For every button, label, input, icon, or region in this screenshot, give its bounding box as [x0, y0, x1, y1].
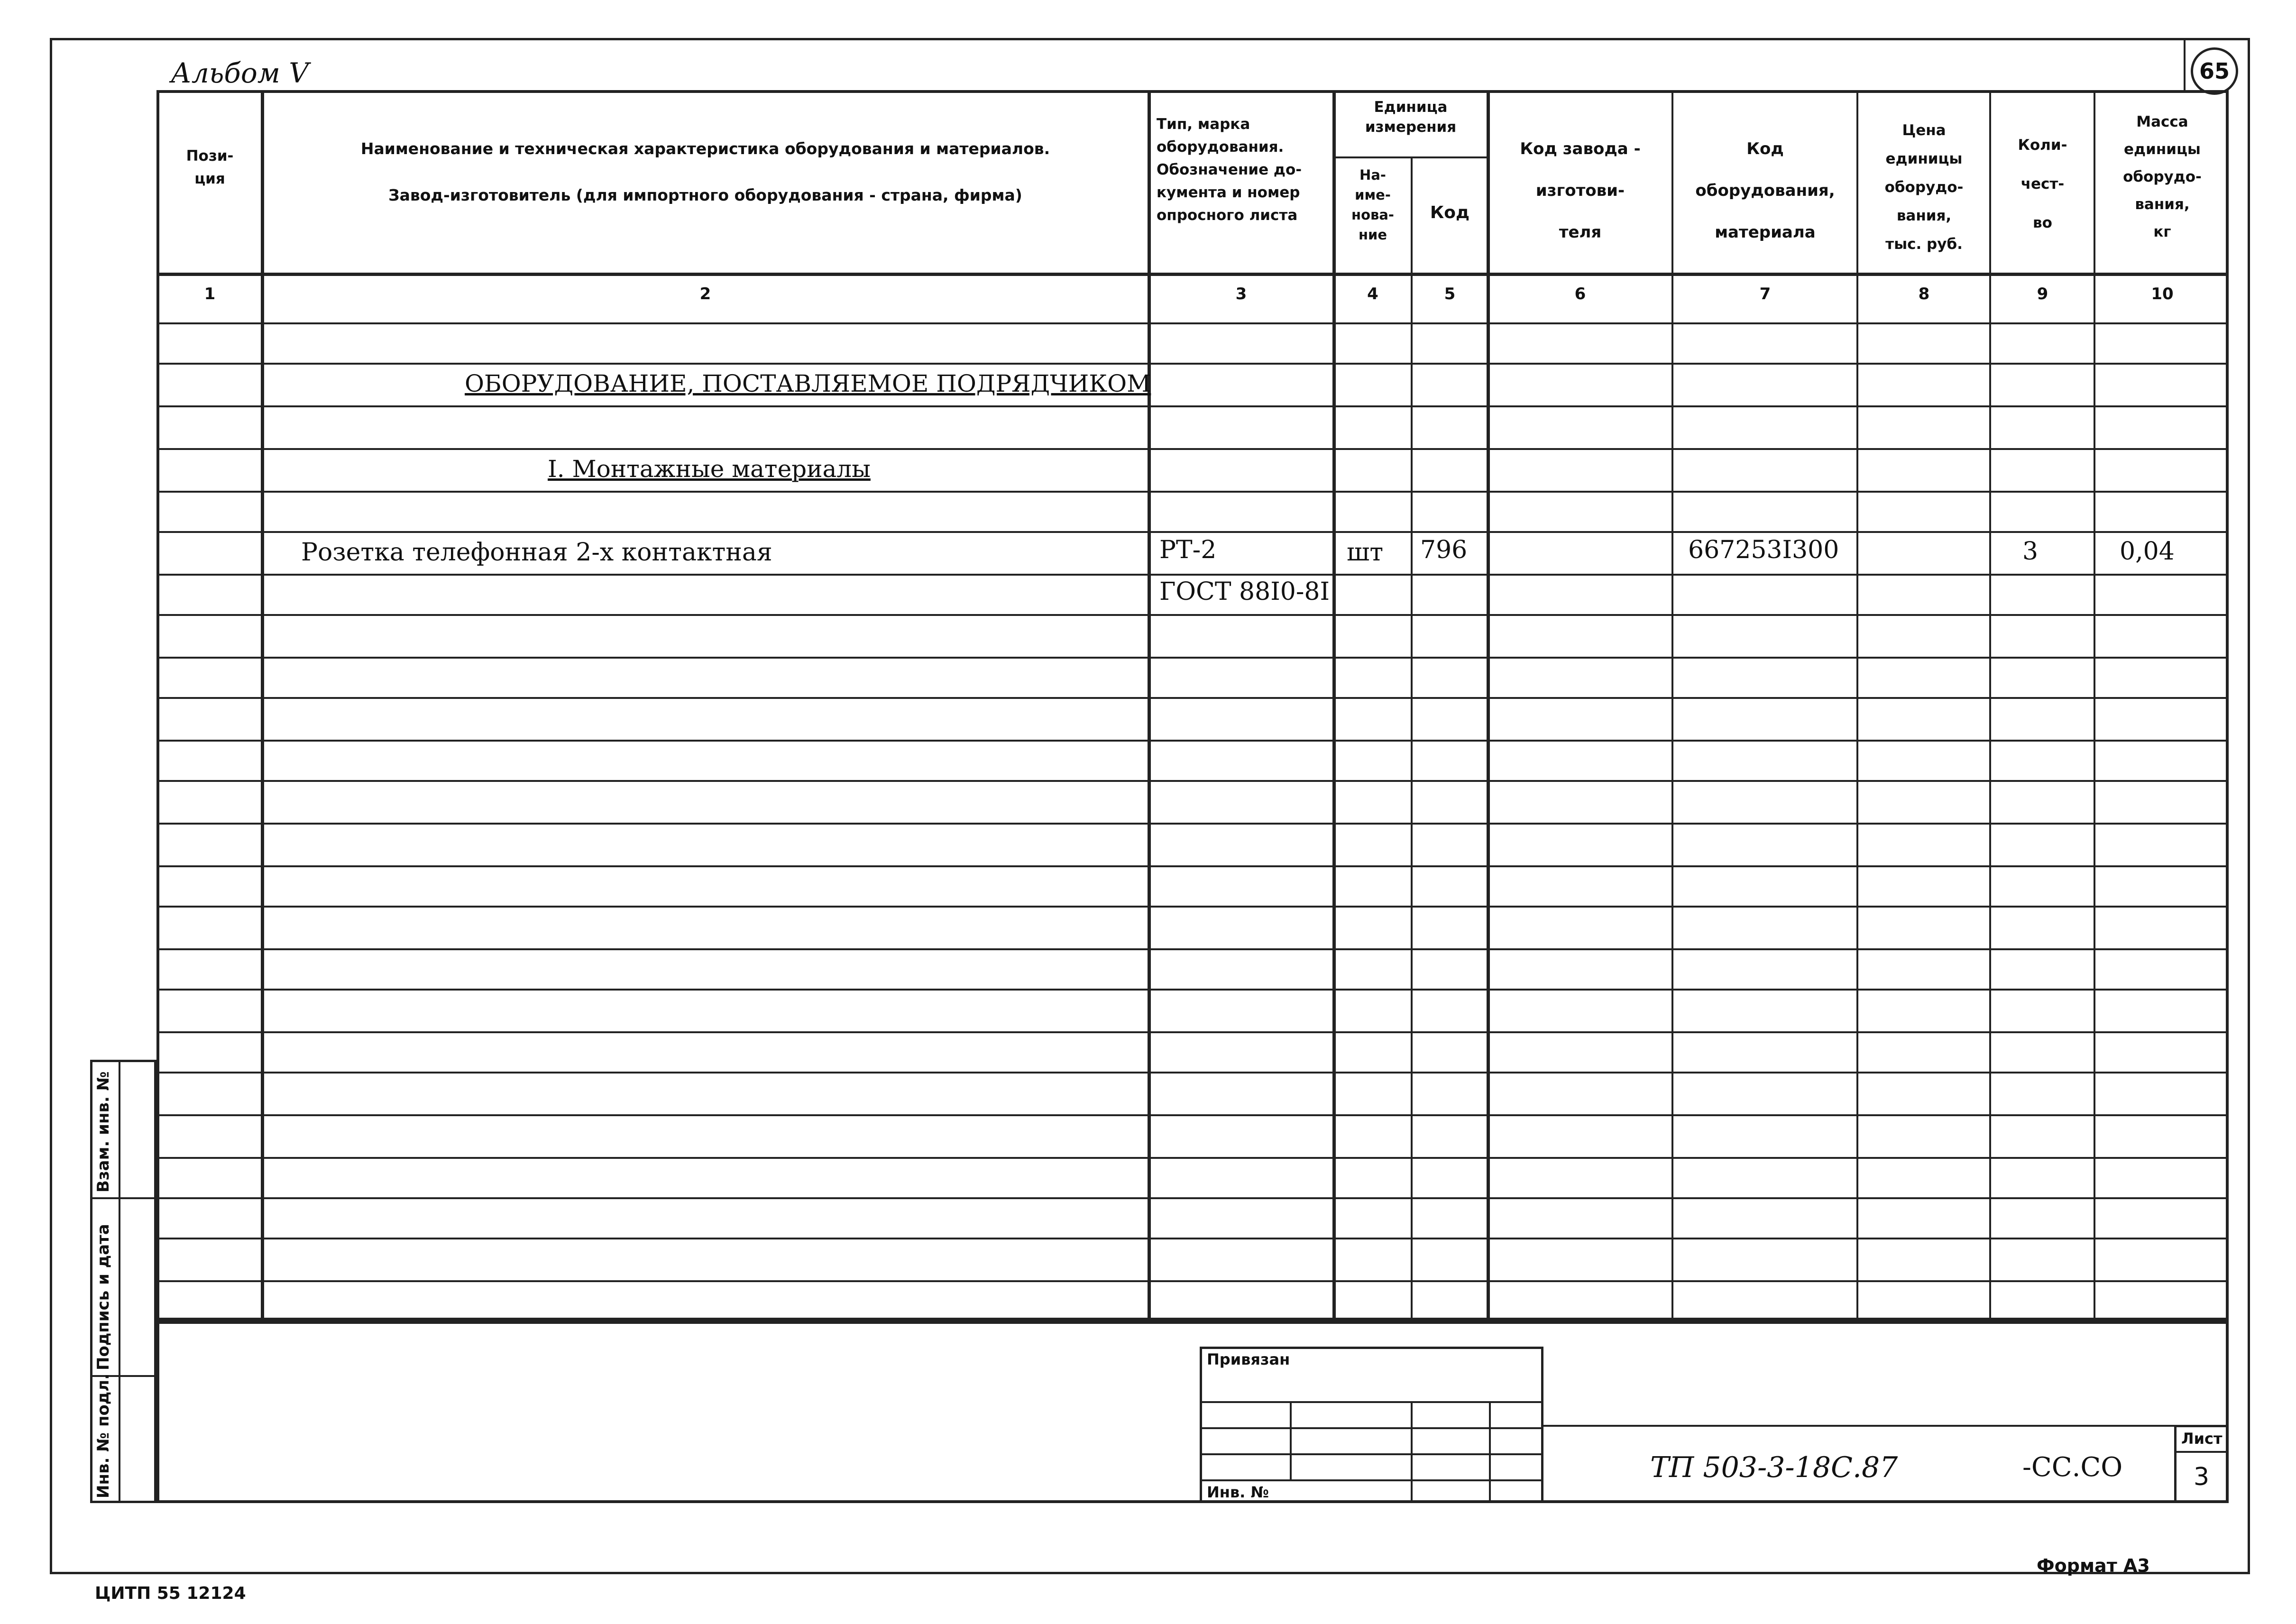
row-line: [156, 780, 2229, 782]
row-line: [156, 448, 2229, 450]
designation-suffix: -СС.СО: [2022, 1452, 2123, 1483]
row-line: [156, 1197, 2229, 1199]
attached-label: Привязан: [1207, 1350, 1290, 1368]
section-title: ОБОРУДОВАНИЕ, ПОСТАВЛЯЕМОЕ ПОДРЯДЧИКОМ: [465, 370, 1151, 397]
page-mark: [2191, 47, 2238, 95]
header-type-mark: Тип, марка оборудования. Обозначение до- кумента и номер опросного листа: [1157, 116, 1302, 224]
row-line: [156, 657, 2229, 659]
unit-group-divider: [1332, 156, 1487, 158]
side-inv-orig: Инв. № подл.: [94, 1373, 113, 1498]
col-number-9: 9: [2037, 284, 2048, 303]
side-vzam-inv: Взам. инв. №: [94, 1071, 113, 1193]
mark-divider: [2184, 40, 2186, 92]
numbers-bottom: [156, 322, 2229, 324]
col-line-2: [1148, 90, 1151, 1321]
col-number-5: 5: [1444, 284, 1456, 303]
side-stamp-line-1: [90, 1197, 156, 1199]
col-number-2: 2: [699, 284, 711, 303]
attached-col-1: [1290, 1401, 1292, 1479]
subsection-title: I. Монтажные материалы: [548, 455, 871, 483]
col-line-3: [1332, 90, 1336, 1321]
row-line: [156, 614, 2229, 616]
header-unit-name: На- име- нова- ние: [1351, 167, 1394, 243]
sheet-label: Лист: [2181, 1430, 2223, 1448]
header-unit-group: Единица измерения: [1365, 99, 1457, 136]
header-unit-code: Код: [1430, 203, 1470, 222]
attached-line-4: [1200, 1479, 1543, 1481]
side-sign-date: Подпись и дата: [94, 1224, 113, 1370]
title-block: [156, 1321, 2229, 1503]
col-number-10: 10: [2151, 284, 2174, 303]
item-mass: 0,04: [2120, 537, 2175, 566]
sheet-box-divider: [2174, 1451, 2229, 1453]
attached-line-1: [1200, 1401, 1543, 1403]
row-line: [156, 1031, 2229, 1033]
attached-line-2: [1200, 1427, 1543, 1429]
designation-top: [1543, 1425, 2229, 1427]
header-price: Цена единицы оборудо- вания, тыс. руб.: [1884, 122, 1964, 253]
col-number-4: 4: [1367, 284, 1378, 303]
header-factory-code: Код завода - изготови- теля: [1520, 139, 1641, 242]
row-line: [156, 1114, 2229, 1116]
attached-col-2: [1411, 1401, 1413, 1503]
attached-line-3: [1200, 1453, 1543, 1455]
format-label: Формат А3: [2037, 1555, 2150, 1576]
col-line-8: [1989, 90, 1991, 1321]
col-line-7: [1856, 90, 1858, 1321]
item-unit-code: 796: [1420, 536, 1468, 564]
col-number-3: 3: [1235, 284, 1247, 303]
col-line-6: [1671, 90, 1673, 1321]
item-type-mark: РТ-2: [1159, 536, 1217, 564]
header-quantity: Коли- чест- во: [2018, 137, 2067, 231]
bottom-code: ЦИТП 55 12124: [95, 1584, 246, 1603]
row-line: [156, 1280, 2229, 1282]
item-name: Розетка телефонная 2-х контактная: [301, 538, 772, 567]
col-number-7: 7: [1759, 284, 1771, 303]
row-line: [156, 405, 2229, 407]
col-line-1: [261, 90, 264, 1321]
attached-col-3: [1489, 1401, 1491, 1503]
row-line: [156, 574, 2229, 576]
row-line: [156, 740, 2229, 742]
designation: ТП 503-3-18С.87: [1650, 1451, 1898, 1484]
header-name-line1: Наименование и техническая характеристика оборудования и материалов.: [360, 139, 1050, 158]
item-doc: ГОСТ 88I0-8I: [1159, 578, 1330, 606]
row-line: [156, 948, 2229, 950]
row-line: [156, 491, 2229, 493]
header-equipment-code: Код оборудования, материала: [1695, 139, 1835, 242]
row-line: [156, 823, 2229, 825]
col-number-6: 6: [1574, 284, 1586, 303]
sheet-number: 3: [2193, 1463, 2210, 1491]
row-line: [156, 363, 2229, 365]
row-line: [156, 1072, 2229, 1073]
row-line: [156, 989, 2229, 991]
album-label: Альбом V: [171, 57, 309, 89]
col-line-9: [2094, 90, 2095, 1321]
col-number-1: 1: [204, 284, 216, 303]
item-unit-name: шт: [1347, 538, 1384, 567]
row-line: [156, 697, 2229, 699]
header-bottom: [156, 273, 2229, 276]
row-line: [156, 1157, 2229, 1159]
row-line: [156, 865, 2229, 867]
row-line: [156, 906, 2229, 908]
col-number-8: 8: [1918, 284, 1930, 303]
header-position: Пози- ция: [186, 147, 234, 187]
inv-no-label: Инв. №: [1207, 1483, 1269, 1501]
row-line: [156, 531, 2229, 533]
row-line: [156, 1238, 2229, 1239]
col-line-4: [1411, 156, 1413, 1321]
header-mass: Масса единицы оборудо- вания, кг: [2123, 113, 2202, 240]
page-mark-text: 65: [2199, 58, 2230, 84]
item-quantity: 3: [2022, 537, 2039, 566]
item-equipment-code: 667253I300: [1688, 536, 1839, 564]
header-name-line2: Завод-изготовитель (для импортного оборудования - страна, фирма): [388, 186, 1022, 204]
side-stamp-divider: [119, 1060, 120, 1503]
col-line-5: [1487, 90, 1490, 1321]
